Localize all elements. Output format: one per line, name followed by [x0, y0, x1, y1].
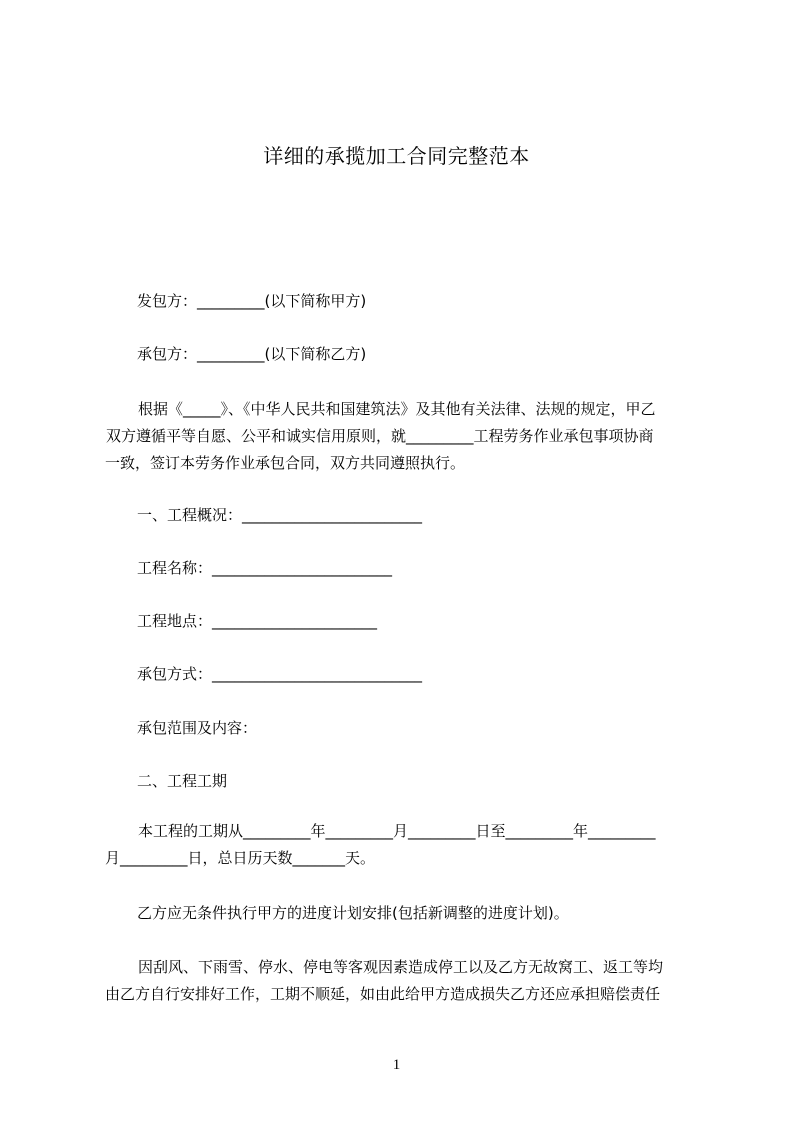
intro-line-2: 双方遵循平等自愿、公平和诚实信用原则，就_________工程劳务作业承包事项协商	[106, 427, 654, 445]
intro-paragraph	[105, 396, 701, 477]
contract-method-line: 承包方式：____________________________	[137, 665, 423, 683]
period-paragraph	[105, 818, 701, 872]
section-1-heading: 一、工程概况：________________________	[137, 506, 423, 524]
schedule-note-line: 乙方应无条件执行甲方的进度计划安排(包括新调整的进度计划)。	[137, 904, 569, 922]
document-title: 详细的承揽加工合同完整范本	[263, 144, 530, 168]
delay-clause-paragraph	[105, 954, 701, 1008]
intro-line-1: 根据《_____》、《中华人民共和国建筑法》及其他有关法律、法规的规定，甲乙	[138, 400, 656, 418]
project-location-line: 工程地点：______________________	[137, 612, 378, 630]
section-2-heading: 二、工程工期	[137, 772, 228, 790]
contract-scope-line: 承包范围及内容：	[137, 719, 258, 737]
party-b-line: 承包方：_________(以下简称乙方)	[137, 345, 367, 363]
party-a-line: 发包方：_________(以下简称甲方)	[137, 292, 367, 310]
period-line-1: 本工程的工期从_________年_________月_________日至_________年_________	[138, 822, 656, 840]
intro-line-3: 一致，签订本劳务作业承包合同，双方共同遵照执行。	[105, 454, 466, 472]
page-number: 1	[392, 1057, 401, 1073]
delay-clause-line-1: 因刮风、下雨雪、停水、停电等客观因素造成停工以及乙方无故窝工、返工等均	[138, 958, 664, 976]
delay-clause-line-2: 由乙方自行安排好工作，工期不顺延，如由此给甲方造成损失乙方还应承担赔偿责任	[105, 985, 661, 1003]
project-name-line: 工程名称：________________________	[137, 559, 393, 577]
period-line-2: 月_________日，总日历天数_______天。	[105, 849, 376, 867]
